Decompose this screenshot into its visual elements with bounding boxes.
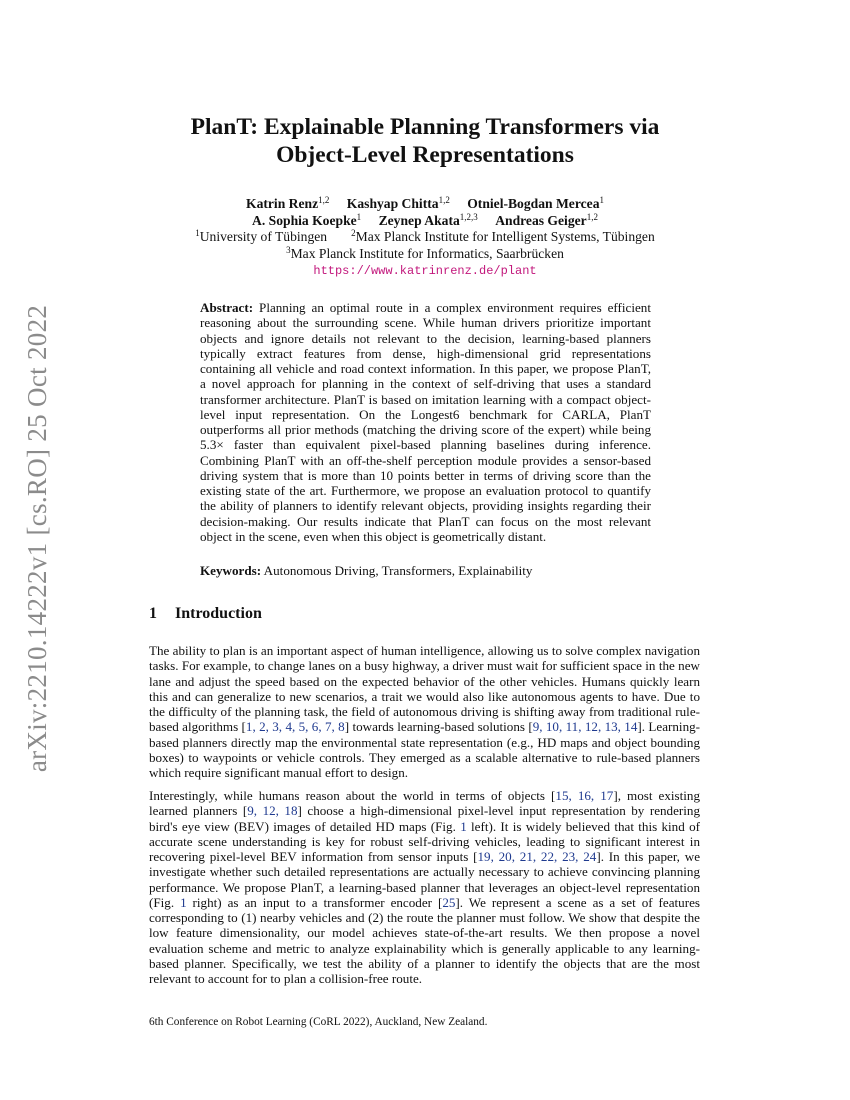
author-name: Andreas Geiger [495,212,587,228]
abstract-label: Abstract: [200,300,254,315]
author-name: A. Sophia Koepke [252,212,357,228]
section-title: Introduction [175,605,262,622]
author-affiliation: 1,2 [586,211,598,222]
figure-reference-link[interactable]: 1 [460,818,467,834]
affiliation-name: University of Tübingen [199,229,328,244]
project-url-link[interactable]: https://www.katrinrenz.de/plant [313,264,537,278]
section-heading-introduction [149,605,262,623]
abstract-text: Planning an optimal route in a complex environment requires efficient reasoning about the surrounding scene. While human drivers prioritize important objects and ignore details not relevant to the decision, learning-based planners typically extract features from dense, high-dimensional grid representations containing all vehicle and road context information. In this paper, we propose PlanT, a novel approach for planning in the context of self-driving that uses a standard transformer architecture. PlanT is based on imitation learning with a compact object-level input representation. On the Longest6 benchmark for CARLA, PlanT outperforms all prior methods (matching the driving score of the expert) while being 5.3× faster than equivalent pixel-based planning baselines during inference. Combining PlanT with an off-the-shelf perception module provides a sensor-based driving system that is more than 10 points better in terms of driving score than the existing state of the art. Furthermore, we propose an evaluation protocol to quantify the ability of planners to identify relevant objects, providing insights regarding their decision-making. Our results indicate that PlanT can focus on the most relevant object in the scene, even when this object is geometrically distant. [200,300,651,544]
affiliation-name: Max Planck Institute for Intelligent Systems, Tübingen [355,229,655,244]
author-name: Otniel-Bogdan Mercea [467,196,600,211]
author-affiliation: 1 [599,195,604,205]
intro-paragraph-1: The ability to plan is an important aspect of human intelligence, allowing us to solve complex navigation tasks. For example, to change lanes on a busy highway, a driver must wait for sufficient space in the new lane and adjust the speed based on the expected behavior of the other vehicles. Humans quickly learn this and can generalize to new scenarios, a trait we would also like autonomous agents to have. Due to the difficulty of the planning task, the field of autonomous driving is shifting away from traditional rule-based algorithms [1, 2, 3, 4, 5, 6, 7, 8] towards learning-based solutions [9, 10, 11, 12, 13, 14]. Learning-based planners directly map the environmental state representation (e.g., HD maps and object bounding boxes) to waypoints or vehicle controls. They emerged as a scalable alternative to rule-based planners which require significant manual effort to design. [149,643,701,780]
author-affiliation: 1,2 [438,195,450,205]
author-affiliation: 1,2 [318,195,330,205]
section-number: 1 [149,605,157,622]
author-affiliation: 1,2,3 [459,211,478,222]
author-block [100,196,750,280]
citation-link[interactable]: 25 [442,894,456,910]
title-line-1: PlanT: Explainable Planning Transformers via [190,114,660,140]
author-row-2 [100,213,750,230]
affiliation-number: 1 [195,228,200,238]
keywords-text: Autonomous Driving, Transformers, Explainability [263,563,533,578]
keywords [200,563,651,578]
figure-reference-link[interactable]: 1 [180,894,187,910]
author-row-1 [100,196,750,213]
affiliation-row-2 [100,246,750,263]
author-name: Kashyap Chitta [346,196,439,211]
keywords-label: Keywords: [200,563,262,578]
project-url-row [100,262,750,280]
paper-title [100,113,750,169]
author-affiliation: 1 [356,211,362,222]
intro-paragraph-2: Interestingly, while humans reason about the world in terms of objects [15, 16, 17], most existing learned planners [9, 12, 18] choose a high-dimensional pixel-level input representation by rendering bird's eye view (BEV) images of detailed HD maps (Fig. 1 left). It is widely believed that this kind of accurate scene understanding is key for robust self-driving vehicles, leading to significant interest in recovering pixel-level BEV information from sensor inputs [19, 20, 21, 22, 23, 24]. In this paper, we investigate whether such detailed representations are actually necessary to achieve convincing planning performance. We propose PlanT, a learning-based planner that leverages an object-level representation (Fig. 1 right) as an input to a transformer encoder [25]. We represent a scene as a set of features corresponding to (1) nearby vehicles and (2) the route the planner must follow. We show that despite the low feature dimensionality, our model achieves state-of-the-art results. We then propose a novel evaluation scheme and metric to analyze explainability which is generally applicable to any learning-based planner. Specifically, we test the ability of a planner to identify the objects that are the most relevant to account for to plan a collision-free route. [149,788,701,986]
title-line-2: Object-Level Representations [276,142,574,168]
abstract [200,300,651,544]
affiliation-name: Max Planck Institute for Informatics, Saarbrücken [290,245,564,261]
conference-footnote: 6th Conference on Robot Learning (CoRL 2022), Auckland, New Zealand. [149,1016,488,1028]
citation-link[interactable]: 15, 16, 17 [555,788,614,803]
affiliation-row-1 [100,229,750,246]
citation-link[interactable]: 19, 20, 21, 22, 23, 24 [477,849,597,864]
author-name: Zeynep Akata [378,212,460,228]
citation-link[interactable]: 1, 2, 3, 4, 5, 6, 7, 8 [245,719,345,735]
citation-link[interactable]: 9, 10, 11, 12, 13, 14 [532,719,638,735]
affiliation-number: 3 [286,244,291,255]
citation-link[interactable]: 9, 12, 18 [247,803,298,819]
author-name: Katrin Renz [246,196,319,211]
affiliation-number: 2 [351,228,356,238]
arxiv-identifier: arXiv:2210.14222v1 [cs.RO] 25 Oct 2022 [22,304,53,772]
